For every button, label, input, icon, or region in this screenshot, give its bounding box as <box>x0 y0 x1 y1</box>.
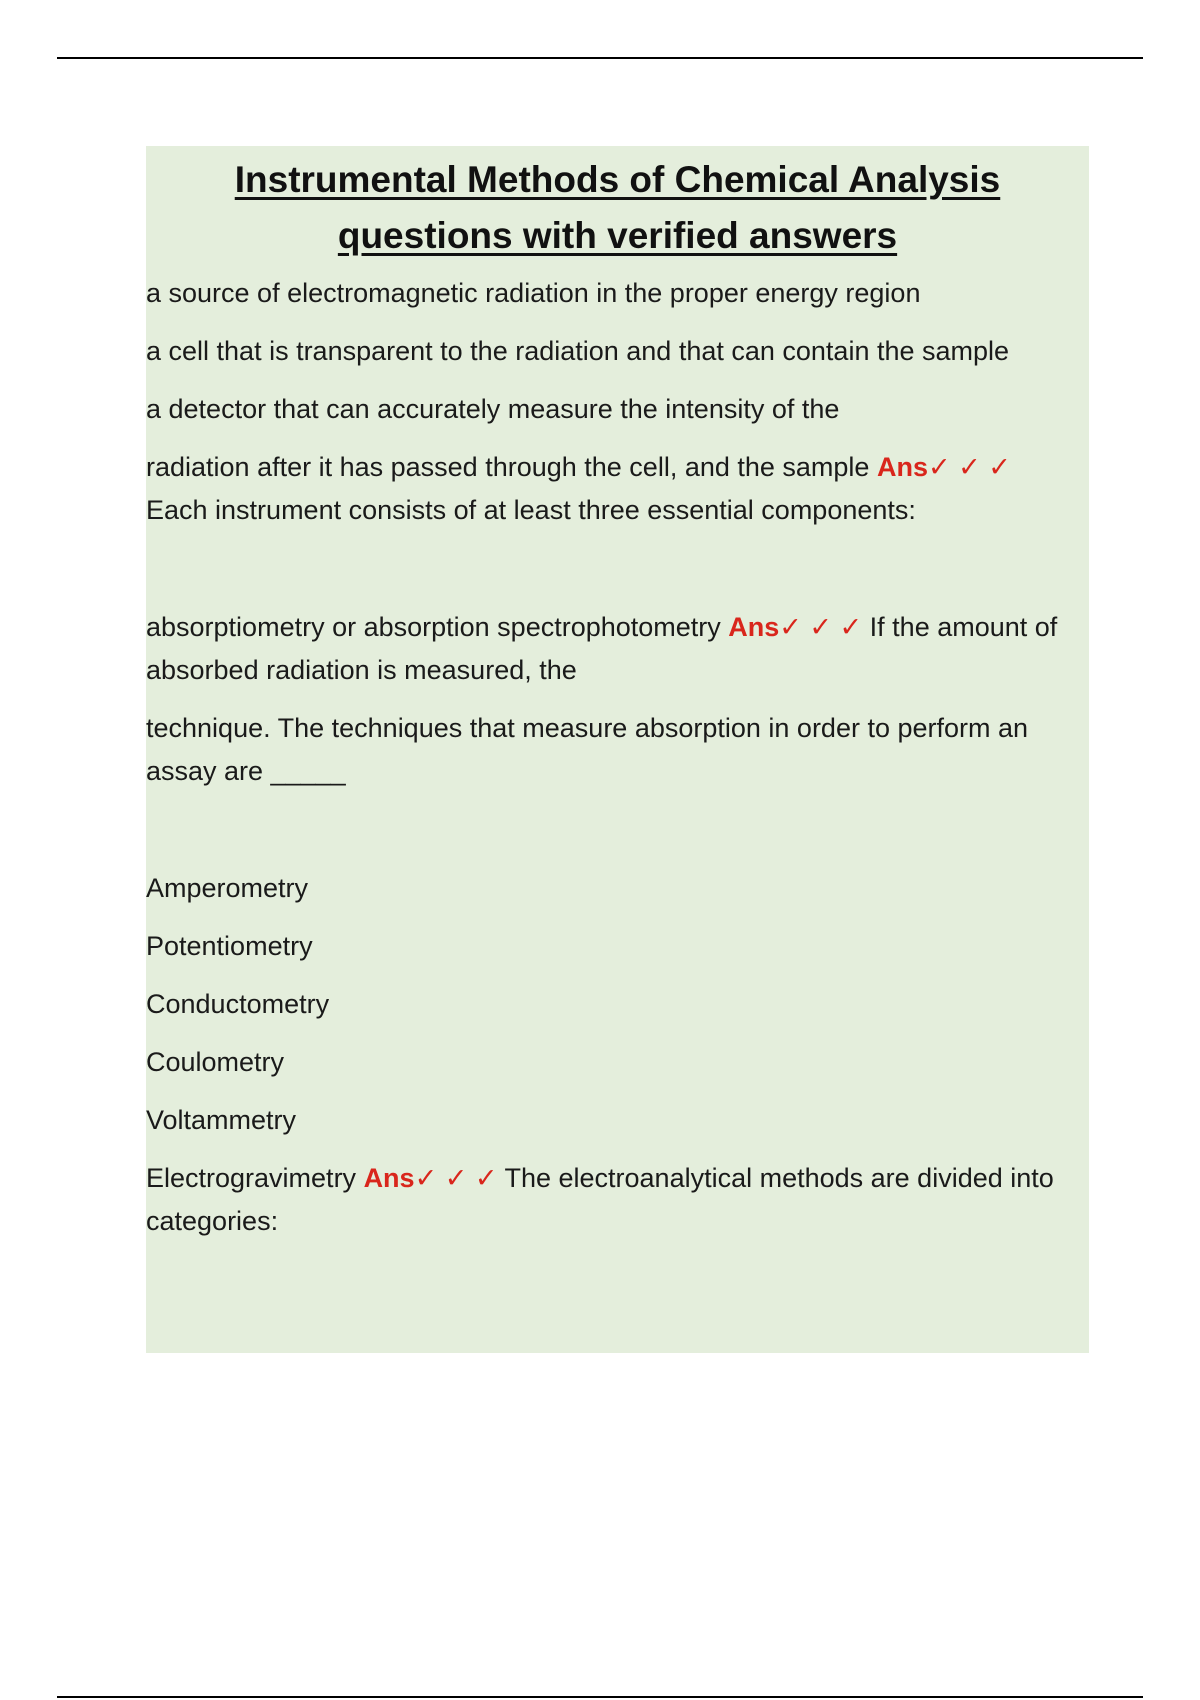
list-item-potentiometry: Potentiometry <box>146 931 313 961</box>
qa-block-components <box>146 446 1089 532</box>
qa-block-electroanalytical <box>146 1157 1089 1243</box>
document-title <box>146 146 1089 264</box>
answer-line-cell: a cell that is transparent to the radiation and that can contain the sample <box>146 336 1010 366</box>
list-item-voltammetry: Voltammetry <box>146 1105 297 1135</box>
checkmark-icon: ✓ ✓ ✓ <box>927 452 1011 482</box>
ans-label: Ans <box>728 612 780 642</box>
title-line-1: Instrumental Methods of Chemical Analysis <box>234 159 1001 200</box>
question-text: The electroanalytical methods are divided into categories: <box>146 1163 1054 1236</box>
footer-rule <box>57 1696 1143 1698</box>
answer-line-detector: a detector that can accurately measure the intensity of the <box>146 394 840 424</box>
question-text-continued: technique. The techniques that measure absorption in order to perform an assay are _____ <box>146 713 1029 786</box>
ans-label: Ans <box>876 452 928 482</box>
list-item-conductometry: Conductometry <box>146 989 330 1019</box>
document-content <box>146 272 1089 1243</box>
checkmark-icon: ✓ ✓ ✓ <box>414 1163 498 1193</box>
list-item-amperometry: Amperometry <box>146 873 309 903</box>
list-item-electrogravimetry: Electrogravimetry <box>146 1163 364 1193</box>
list-item-coulometry: Coulometry <box>146 1047 285 1077</box>
answer-line-radiation: radiation after it has passed through the cell, and the sample <box>146 452 877 482</box>
qa-block-absorption <box>146 606 1089 692</box>
answer-line-source: a source of electromagnetic radiation in the proper energy region <box>146 278 921 308</box>
answer-text: absorptiometry or absorption spectrophotometry <box>146 612 729 642</box>
ans-label: Ans <box>363 1163 415 1193</box>
question-text: Each instrument consists of at least three essential components: <box>146 495 916 525</box>
question-text: If the amount of absorbed radiation is measured, the <box>146 612 1058 685</box>
header-rule <box>57 57 1143 59</box>
checkmark-icon: ✓ ✓ ✓ <box>779 612 863 642</box>
title-line-2: questions with verified answers <box>337 215 898 256</box>
document-panel <box>146 146 1089 1353</box>
